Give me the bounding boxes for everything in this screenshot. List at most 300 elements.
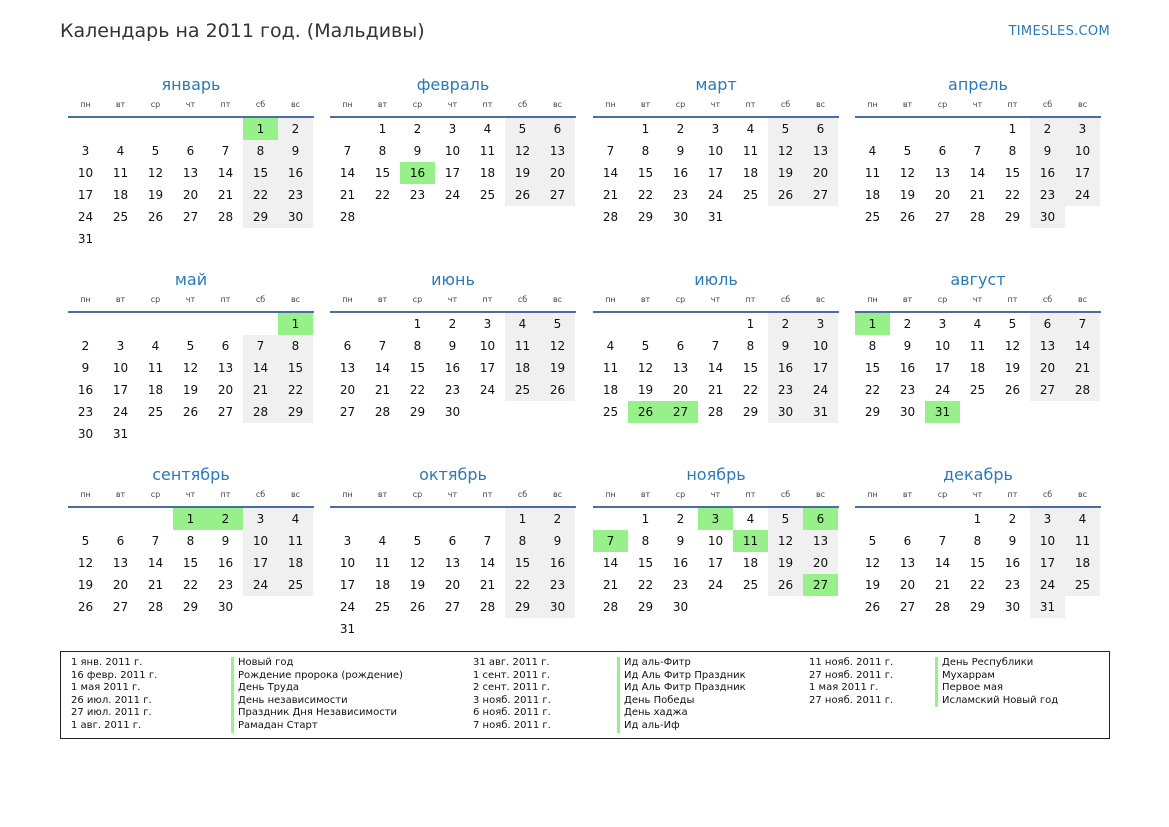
- weekday-label: чт: [710, 490, 721, 499]
- day-cell: 22: [1004, 188, 1021, 202]
- weekday-header: [330, 486, 576, 508]
- week-row: [330, 379, 576, 401]
- empty-cell: [208, 228, 243, 250]
- day-cell: 30: [1004, 600, 1021, 614]
- week-row: [330, 530, 576, 552]
- weekday-label: вт: [377, 490, 388, 499]
- day-cell: 28: [969, 210, 986, 224]
- legend-holiday-name: Новый год: [231, 657, 403, 670]
- day-cell: 8: [1008, 144, 1017, 158]
- day-cell: 13: [803, 140, 838, 162]
- day-cell: 6: [448, 534, 457, 548]
- week-row: [855, 401, 1101, 423]
- day-cell: 25: [969, 383, 986, 397]
- day-cell: 10: [112, 361, 129, 375]
- day-cell: 18: [742, 166, 759, 180]
- legend-date: 26 июл. 2011 г.: [71, 694, 152, 706]
- day-cell: 11: [112, 166, 129, 180]
- legend-date: 1 мая 2011 г.: [71, 682, 141, 694]
- day-cell: 16: [540, 552, 575, 574]
- day-cell: 1: [641, 512, 650, 526]
- empty-cell: [243, 596, 278, 618]
- day-cell: 12: [899, 166, 916, 180]
- day-cell: 26: [768, 574, 803, 596]
- weekday-label: чт: [972, 490, 983, 499]
- day-cell: 25: [374, 600, 391, 614]
- legend-holiday-name: Первое мая: [935, 682, 1058, 695]
- day-cell: 6: [803, 508, 838, 530]
- day-cell: 4: [746, 122, 755, 136]
- empty-cell: [1065, 206, 1100, 228]
- day-cell: 4: [746, 512, 755, 526]
- legend-holiday-name: Ид аль-Иф: [617, 720, 746, 733]
- day-cell: 24: [339, 600, 356, 614]
- day-cell: 28: [147, 600, 164, 614]
- weekday-label: пн: [80, 295, 91, 304]
- weekday-label: вт: [902, 295, 913, 304]
- day-cell: 1: [1008, 122, 1017, 136]
- day-cell: 26: [409, 600, 426, 614]
- week-row: [68, 379, 314, 401]
- legend-holiday-name: День независимости: [231, 695, 403, 708]
- empty-cell: [138, 313, 173, 335]
- day-cell: 4: [151, 339, 160, 353]
- weekday-header: [593, 486, 839, 508]
- empty-cell: [68, 508, 103, 530]
- day-cell: 26: [628, 401, 663, 423]
- day-cell: 21: [1065, 357, 1100, 379]
- weekday-label: ср: [675, 490, 686, 499]
- day-cell: 2: [81, 339, 90, 353]
- weekday-label: чт: [710, 295, 721, 304]
- weekday-label: вс: [552, 490, 563, 499]
- day-cell: 1: [505, 508, 540, 530]
- day-cell: 9: [768, 335, 803, 357]
- day-cell: 13: [339, 361, 356, 375]
- day-cell: 15: [637, 556, 654, 570]
- day-cell: 23: [768, 379, 803, 401]
- day-cell: 3: [1065, 118, 1100, 140]
- day-cell: 24: [1030, 574, 1065, 596]
- empty-cell: [103, 508, 138, 530]
- day-cell: 12: [77, 556, 94, 570]
- day-cell: 29: [637, 210, 654, 224]
- day-cell: 22: [505, 574, 540, 596]
- day-cell: 4: [378, 534, 387, 548]
- week-row: [855, 574, 1101, 596]
- day-cell: 2: [448, 317, 457, 331]
- day-cell: 23: [672, 578, 689, 592]
- day-cell: 11: [479, 144, 496, 158]
- day-cell: 9: [221, 534, 230, 548]
- empty-cell: [103, 313, 138, 335]
- empty-cell: [733, 206, 768, 228]
- day-cell: 31: [112, 427, 129, 441]
- day-cell: 14: [243, 357, 278, 379]
- day-cell: 15: [864, 361, 881, 375]
- day-cell: 18: [969, 361, 986, 375]
- day-cell: 16: [672, 166, 689, 180]
- day-cell: 29: [637, 600, 654, 614]
- empty-cell: [1065, 401, 1100, 423]
- empty-cell: [138, 423, 173, 445]
- day-cell: 13: [1030, 335, 1065, 357]
- weekday-label: чт: [972, 295, 983, 304]
- empty-cell: [173, 313, 208, 335]
- day-cell: 25: [147, 405, 164, 419]
- week-row: [330, 140, 576, 162]
- day-cell: 8: [243, 140, 278, 162]
- day-cell: 24: [707, 188, 724, 202]
- empty-cell: [138, 508, 173, 530]
- day-cell: 22: [243, 184, 278, 206]
- weekday-label: сб: [1042, 490, 1053, 499]
- week-row: [855, 357, 1101, 379]
- legend-date: 16 февр. 2011 г.: [71, 669, 158, 681]
- day-cell: 25: [742, 188, 759, 202]
- day-cell: 20: [803, 552, 838, 574]
- day-cell: 1: [278, 313, 313, 335]
- month-8: [855, 269, 1101, 423]
- empty-cell: [365, 508, 400, 530]
- day-cell: 1: [243, 118, 278, 140]
- day-cell: 16: [278, 162, 313, 184]
- empty-cell: [803, 596, 838, 618]
- day-cell: 25: [112, 210, 129, 224]
- week-row: [330, 618, 576, 640]
- day-cell: 10: [243, 530, 278, 552]
- day-cell: 23: [1030, 184, 1065, 206]
- weekday-header: [855, 96, 1101, 118]
- empty-cell: [593, 508, 628, 530]
- day-cell: 31: [925, 401, 960, 423]
- weekday-label: вс: [290, 490, 301, 499]
- day-cell: 12: [637, 361, 654, 375]
- empty-cell: [365, 206, 400, 228]
- month-name: август: [950, 270, 1006, 289]
- week-row: [855, 335, 1101, 357]
- day-cell: 16: [672, 556, 689, 570]
- day-cell: 20: [339, 383, 356, 397]
- day-cell: 7: [343, 144, 352, 158]
- day-cell: 7: [151, 534, 160, 548]
- month-1: [68, 74, 314, 250]
- day-cell: 13: [803, 530, 838, 552]
- empty-cell: [330, 313, 365, 335]
- weekday-label: сб: [780, 490, 791, 499]
- empty-cell: [733, 596, 768, 618]
- empty-cell: [768, 206, 803, 228]
- day-cell: 9: [903, 339, 912, 353]
- legend-date-column: [71, 657, 157, 733]
- legend-date: 1 авг. 2011 г.: [71, 719, 142, 731]
- day-cell: 1: [173, 508, 208, 530]
- weekday-label: вс: [552, 295, 563, 304]
- day-cell: 23: [77, 405, 94, 419]
- legend-date: 3 нояб. 2011 г.: [473, 694, 551, 706]
- day-cell: 14: [147, 556, 164, 570]
- weekday-label: сб: [517, 490, 528, 499]
- day-cell: 9: [540, 530, 575, 552]
- day-cell: 18: [112, 188, 129, 202]
- day-cell: 27: [899, 600, 916, 614]
- empty-cell: [243, 228, 278, 250]
- legend-date: 1 сент. 2011 г.: [473, 669, 550, 681]
- weekday-label: чт: [972, 100, 983, 109]
- week-row: [330, 552, 576, 574]
- day-cell: 4: [1065, 508, 1100, 530]
- day-cell: 19: [77, 578, 94, 592]
- week-row: [855, 530, 1101, 552]
- day-cell: 8: [505, 530, 540, 552]
- empty-cell: [330, 118, 365, 140]
- legend-date: 7 нояб. 2011 г.: [473, 719, 551, 731]
- day-cell: 17: [1030, 552, 1065, 574]
- day-cell: 6: [343, 339, 352, 353]
- day-cell: 29: [278, 401, 313, 423]
- day-cell: 18: [864, 188, 881, 202]
- day-cell: 25: [278, 574, 313, 596]
- week-row: [68, 552, 314, 574]
- day-cell: 18: [479, 166, 496, 180]
- day-cell: 20: [672, 383, 689, 397]
- empty-cell: [68, 118, 103, 140]
- day-cell: 29: [243, 206, 278, 228]
- day-cell: 5: [868, 534, 877, 548]
- weekday-header: [593, 291, 839, 313]
- weekday-label: вт: [640, 490, 651, 499]
- legend-holiday-name: Исламский Новый год: [935, 695, 1058, 708]
- day-cell: 23: [409, 188, 426, 202]
- weekday-label: вс: [552, 100, 563, 109]
- week-row: [68, 228, 314, 250]
- week-row: [593, 118, 839, 140]
- day-cell: 26: [1004, 383, 1021, 397]
- day-cell: 11: [1065, 530, 1100, 552]
- day-cell: 25: [505, 379, 540, 401]
- day-cell: 27: [803, 574, 838, 596]
- weekday-label: сб: [255, 490, 266, 499]
- weekday-label: пт: [482, 100, 493, 109]
- weekday-label: пн: [605, 100, 616, 109]
- day-cell: 29: [182, 600, 199, 614]
- day-cell: 17: [444, 166, 461, 180]
- day-cell: 31: [77, 232, 94, 246]
- empty-cell: [470, 508, 505, 530]
- day-cell: 28: [707, 405, 724, 419]
- day-cell: 11: [147, 361, 164, 375]
- day-cell: 3: [483, 317, 492, 331]
- empty-cell: [540, 401, 575, 423]
- legend-holiday-name: День Победы: [617, 695, 746, 708]
- empty-cell: [890, 118, 925, 140]
- day-cell: 19: [899, 188, 916, 202]
- day-cell: 22: [969, 578, 986, 592]
- empty-cell: [138, 228, 173, 250]
- day-cell: 24: [444, 188, 461, 202]
- weekday-label: ср: [412, 295, 423, 304]
- day-cell: 12: [505, 140, 540, 162]
- empty-cell: [540, 618, 575, 640]
- day-cell: 19: [637, 383, 654, 397]
- month-11: [593, 464, 839, 618]
- day-cell: 24: [803, 379, 838, 401]
- day-cell: 14: [934, 556, 951, 570]
- legend-holiday-name: Рождение пророка (рождение): [231, 670, 403, 683]
- day-cell: 12: [1004, 339, 1021, 353]
- day-cell: 4: [868, 144, 877, 158]
- empty-cell: [365, 618, 400, 640]
- week-row: [330, 596, 576, 618]
- day-cell: 5: [641, 339, 650, 353]
- day-cell: 20: [540, 162, 575, 184]
- day-cell: 22: [742, 383, 759, 397]
- brand-link[interactable]: TIMESLES.COM: [1008, 24, 1110, 39]
- day-cell: 10: [1030, 530, 1065, 552]
- day-cell: 13: [540, 140, 575, 162]
- day-cell: 3: [711, 122, 720, 136]
- day-cell: 4: [505, 313, 540, 335]
- day-cell: 27: [803, 184, 838, 206]
- day-cell: 28: [1065, 379, 1100, 401]
- day-cell: 17: [112, 383, 129, 397]
- month-4: [855, 74, 1101, 228]
- month-name: октябрь: [419, 465, 487, 484]
- day-cell: 14: [969, 166, 986, 180]
- day-cell: 8: [413, 339, 422, 353]
- day-cell: 16: [1004, 556, 1021, 570]
- day-cell: 6: [1030, 313, 1065, 335]
- day-cell: 20: [112, 578, 129, 592]
- weekday-label: вт: [115, 490, 126, 499]
- empty-cell: [890, 508, 925, 530]
- day-cell: 24: [243, 574, 278, 596]
- week-row: [593, 401, 839, 423]
- day-cell: 19: [1004, 361, 1021, 375]
- month-name: июнь: [431, 270, 475, 289]
- day-cell: 6: [938, 144, 947, 158]
- empty-cell: [593, 313, 628, 335]
- day-cell: 30: [217, 600, 234, 614]
- day-cell: 16: [217, 556, 234, 570]
- day-cell: 8: [186, 534, 195, 548]
- week-row: [68, 423, 314, 445]
- day-cell: 10: [1065, 140, 1100, 162]
- day-cell: 22: [637, 188, 654, 202]
- day-cell: 29: [864, 405, 881, 419]
- day-cell: 10: [934, 339, 951, 353]
- empty-cell: [470, 206, 505, 228]
- empty-cell: [470, 401, 505, 423]
- legend-date: 11 нояб. 2011 г.: [809, 657, 894, 668]
- day-cell: 22: [182, 578, 199, 592]
- day-cell: 11: [374, 556, 391, 570]
- day-cell: 25: [742, 578, 759, 592]
- weekday-label: пн: [867, 490, 878, 499]
- day-cell: 29: [409, 405, 426, 419]
- month-2: [330, 74, 576, 228]
- day-cell: 14: [707, 361, 724, 375]
- week-row: [593, 596, 839, 618]
- day-cell: 16: [77, 383, 94, 397]
- day-cell: 3: [698, 508, 733, 530]
- weekday-label: пт: [745, 490, 756, 499]
- day-cell: 8: [378, 144, 387, 158]
- day-cell: 17: [1065, 162, 1100, 184]
- day-cell: 17: [707, 166, 724, 180]
- legend-date-column: [809, 657, 893, 707]
- day-cell: 13: [182, 166, 199, 180]
- day-cell: 26: [147, 210, 164, 224]
- day-cell: 6: [116, 534, 125, 548]
- day-cell: 24: [112, 405, 129, 419]
- empty-cell: [855, 118, 890, 140]
- day-cell: 7: [378, 339, 387, 353]
- day-cell: 29: [742, 405, 759, 419]
- day-cell: 20: [899, 578, 916, 592]
- weekday-label: сб: [517, 100, 528, 109]
- weekday-header: [68, 291, 314, 313]
- weekday-label: пт: [1007, 100, 1018, 109]
- week-row: [593, 184, 839, 206]
- weekday-label: ср: [150, 295, 161, 304]
- day-cell: 19: [182, 383, 199, 397]
- weekday-label: вт: [902, 490, 913, 499]
- day-cell: 26: [505, 184, 540, 206]
- day-cell: 9: [676, 144, 685, 158]
- day-cell: 23: [444, 383, 461, 397]
- empty-cell: [1030, 401, 1065, 423]
- day-cell: 9: [1030, 140, 1065, 162]
- weekday-label: чт: [447, 100, 458, 109]
- day-cell: 23: [672, 188, 689, 202]
- day-cell: 3: [343, 534, 352, 548]
- day-cell: 15: [374, 166, 391, 180]
- weekday-label: пт: [482, 490, 493, 499]
- week-row: [68, 401, 314, 423]
- day-cell: 31: [1030, 596, 1065, 618]
- day-cell: 28: [934, 600, 951, 614]
- day-cell: 6: [676, 339, 685, 353]
- weekday-label: сб: [780, 100, 791, 109]
- day-cell: 17: [243, 552, 278, 574]
- weekday-label: пн: [867, 295, 878, 304]
- day-cell: 27: [182, 210, 199, 224]
- legend-date: 1 мая 2011 г.: [809, 682, 879, 694]
- weekday-label: пн: [342, 490, 353, 499]
- day-cell: 5: [505, 118, 540, 140]
- day-cell: 7: [938, 534, 947, 548]
- week-row: [593, 206, 839, 228]
- day-cell: 27: [934, 210, 951, 224]
- day-cell: 4: [606, 339, 615, 353]
- weekday-label: сб: [780, 295, 791, 304]
- day-cell: 15: [278, 357, 313, 379]
- day-cell: 26: [77, 600, 94, 614]
- empty-cell: [628, 313, 663, 335]
- month-name: март: [695, 75, 737, 94]
- day-cell: 5: [1008, 317, 1017, 331]
- week-row: [68, 184, 314, 206]
- page-title: Календарь на 2011 год. (Мальдивы): [60, 20, 425, 42]
- day-cell: 29: [969, 600, 986, 614]
- day-cell: 3: [938, 317, 947, 331]
- empty-cell: [1065, 596, 1100, 618]
- empty-cell: [103, 228, 138, 250]
- day-cell: 2: [208, 508, 243, 530]
- day-cell: 13: [444, 556, 461, 570]
- empty-cell: [663, 313, 698, 335]
